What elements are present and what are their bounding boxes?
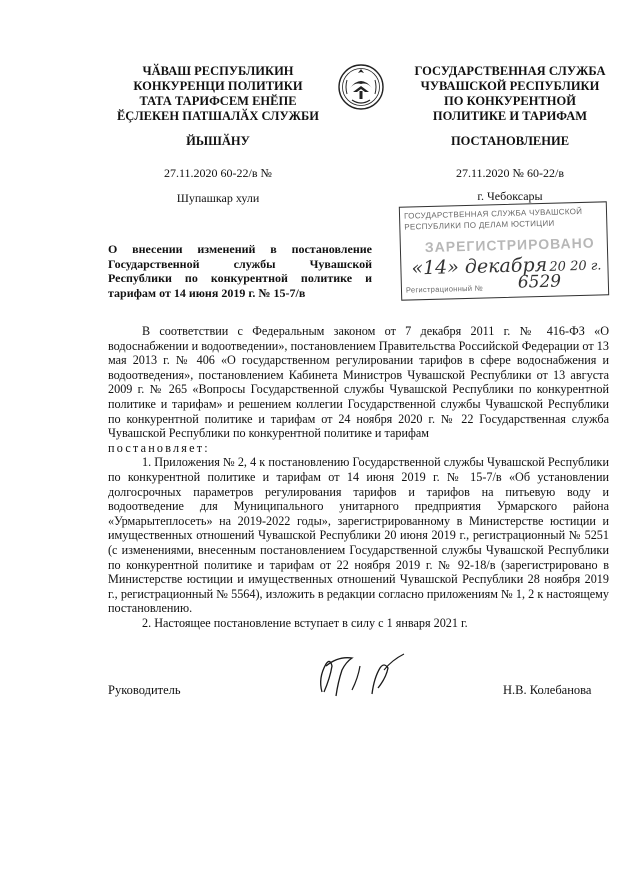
right-header-line-1: ГОСУДАРСТВЕННАЯ СЛУЖБА bbox=[414, 64, 606, 78]
document-body bbox=[108, 324, 609, 630]
coat-of-arms-emblem bbox=[337, 60, 385, 116]
body-decree-word: постановляет: bbox=[108, 440, 210, 455]
left-date-number: 27.11.2020 60-22/в № bbox=[164, 166, 272, 180]
left-header-line-4: ӖÇЛЕКЕН ПАТШАЛӐХ СЛУЖБИ bbox=[116, 109, 320, 123]
right-header-line-4: ПОЛИТИКЕ И ТАРИФАМ bbox=[432, 109, 588, 123]
stamp-registered: ЗАРЕГИСТРИРОВАНО bbox=[424, 234, 595, 256]
right-city: г. Чебоксары bbox=[477, 189, 543, 203]
stamp-line-1: ГОСУДАРСТВЕННАЯ СЛУЖБА ЧУВАШСКОЙ bbox=[403, 206, 583, 221]
body-item-2: 2. Настоящее постановление вступает в силу с 1 января 2021 г. bbox=[142, 615, 468, 630]
stamp-line-2: РЕСПУБЛИКИ ПО ДЕЛАМ ЮСТИЦИИ bbox=[404, 218, 555, 232]
left-doc-type: ЙЫШӐНУ bbox=[186, 134, 250, 148]
registration-stamp bbox=[399, 201, 609, 300]
right-header bbox=[395, 64, 625, 124]
signature-icon bbox=[308, 648, 428, 704]
left-header-line-1: ЧӐВАШ РЕСПУБЛИКИН bbox=[142, 64, 294, 78]
document-subject: О внесении изменений в постановление Государственной службы Чувашской Республики по конкурентной политике и тарифам от 14 июня 2019 г. № 15-7/в bbox=[108, 242, 372, 300]
body-intro: В соответствии с Федеральным законом от 7 декабря 2011 г. № 416-ФЗ «О водоснабжении и водоотведении», постановлением Правительства Российской Федерации от 13 мая 2013 г. № 406 «О государственном регулировании тарифов в сфере водоснабжения и водоотведения», постановлением Кабинета Министров Чувашской Республики от 13 августа 2009 г. № 265 «Вопросы Государственной службы Чувашской Республики по конкурентной политике и тарифам» и решением коллегии Государственной службы Чувашской Республики по конкурентной политике и тарифам от 24 ноября 2020 г. № 22 Государственная служба Чувашской Республики по конкурентной политике и тарифам bbox=[108, 324, 609, 441]
stamp-reg-label: Регистрационный № bbox=[405, 283, 484, 295]
stamp-reg-number: 6529 bbox=[517, 271, 562, 293]
signature-name: Н.В. Колебанова bbox=[503, 683, 592, 697]
left-city: Шупашкар хули bbox=[176, 191, 260, 205]
right-date-number: 27.11.2020 № 60-22/в bbox=[456, 166, 564, 180]
right-header-line-3: ПО КОНКУРЕНТНОЙ bbox=[444, 94, 576, 108]
right-doc-type: ПОСТАНОВЛЕНИЕ bbox=[450, 134, 570, 148]
handwritten-signature bbox=[308, 648, 428, 704]
stamp-year: 20 20 г. bbox=[549, 258, 602, 275]
body-item-1: 1. Приложения № 2, 4 к постановлению Государственной службы Чувашской Республики по конкурентной политике и тарифам от 14 июня 2019 г. № 15-7/в «Об установлении долгосрочных параметров регулирования тарифов и тарифов на питьевую воду и водоотведение для Муниципального унитарного предприятия Урмарского района «Урмарытеплосеть» на 2019-2022 годы», зарегистрированному в Министерстве юстиции и имущественных отношений Чувашской Республики 20 июня 2019 г., регистрационный № 5251 (с изменениями, внесенным постановлением Государственной службы Чувашской Республики по конкурентной политике и тарифам от 22 ноября 2019 г. № 92-18/в (зарегистрировано в Министерстве юстиции и имущественных отношений Чувашской Республики 28 ноября 2019 г., регистрационный № 5564), изложить в редакции согласно приложениям № 1, 2 к настоящему постановлению. bbox=[108, 455, 609, 616]
stamp-date-handwritten: «14» декабря bbox=[411, 253, 548, 280]
emblem-icon bbox=[337, 60, 385, 116]
left-header bbox=[108, 64, 328, 124]
left-header-line-2: КОНКУРЕНЦИ ПОЛИТИКИ bbox=[133, 79, 303, 93]
left-header-line-3: ТАТА ТАРИФСЕМ ЕНӖПЕ bbox=[139, 94, 297, 108]
signature-position: Руководитель bbox=[108, 683, 181, 697]
right-header-line-2: ЧУВАШСКОЙ РЕСПУБЛИКИ bbox=[420, 79, 600, 93]
